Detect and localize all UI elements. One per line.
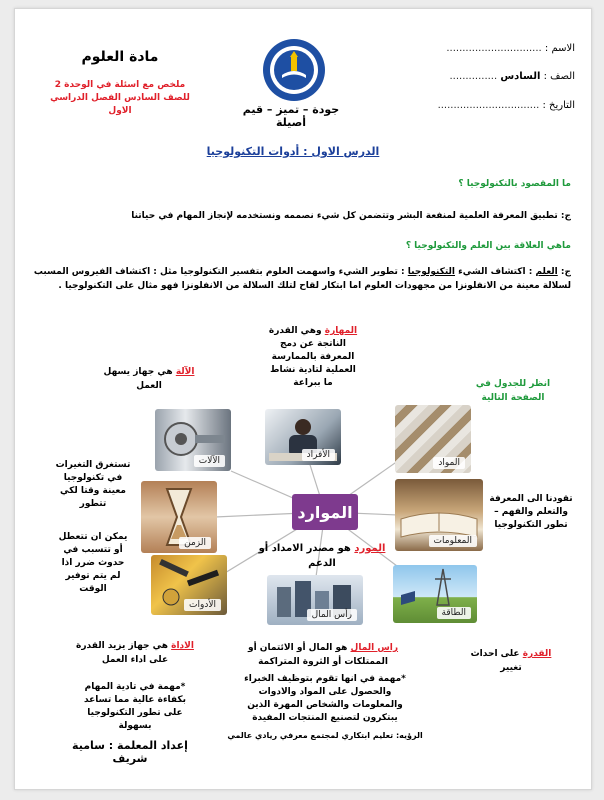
date-dots: ................................ [437,100,540,111]
name-dots: .............................. [446,43,542,54]
machines-label: الآلات [194,455,225,467]
tool-text: هي جهاز يزيد القدرة على اداء العمل [76,641,169,665]
summary-line-3: الاول [108,106,132,116]
tool-definition [75,639,195,667]
date-label: التاريخ : [542,100,575,111]
skill-definition [265,325,361,390]
capital-photo [267,575,363,625]
machines-photo [155,409,231,471]
skill-term: المهارة [324,326,358,336]
capital-definition [235,641,411,669]
tools-photo [151,555,227,615]
energy-label: الطاقة [437,607,472,619]
capital-label: رأس المال [307,609,357,621]
vision-statement: الرؤيه: تعليم ابتكاري لمجتمع معرفي ريادي عالمي [227,731,423,740]
people-photo [265,409,341,465]
materials-label: المواد [433,457,465,469]
resource-term: المورد [354,543,386,554]
class-dots: ............... [449,71,498,82]
capital-term: راس المال [350,643,399,653]
resource-definition [249,541,395,571]
lesson-title: الدرس الاول : أدوات التكنولوجيا [206,145,380,158]
time-definition: يمكن ان تتعطل أو تتسبب في حدوث ضرر اذا لم يتم توفير الوقت [58,532,128,594]
capital-text: هو المال أو الائتمان أو الممتلكات أو الثروة المتراكمة [247,643,388,667]
information-definition: تقودنا الى المعرفة والتعلم والفهم – تطور التكنولوجيا [489,494,573,530]
question-1: ما المقصود بالتكنولوجيا ؟ [458,179,571,189]
slogan: جودة – تميز – قيم أصيلة [242,103,340,129]
see-table-note: انظر للجدول في الصفحة التالية [475,379,551,403]
information-label: المعلومات [429,535,477,547]
machine-term: الآلة [175,367,195,377]
question-2: ماهي العلاقة بين العلم والتكنولوجيا ؟ [405,241,571,251]
information-photo [395,479,483,551]
time-photo [141,481,217,553]
power-term: القدرة [522,649,552,659]
time-label: الزمن [179,537,211,549]
prepared-by: إعداد المعلمة : سامية شريف [72,739,188,765]
answer-1: ج: تطبيق المعرفة العلمية لمنفعة البشر وتتضمن كل شيء نصممه ونستخدمه لإنجاز المهام في حياتنا [131,211,571,221]
subject-title: مادة العلوم [81,49,159,65]
capital-importance: *مهمة في انها تقوم بتوظيف الخبراء والحصول على المواد والادوات والمعلومات والشخاص المهرة الذين يبتكرون لتصنيع المنتجات المفيدة [244,674,406,723]
worksheet-page [14,8,592,790]
tools-label: الأدوات [184,599,221,611]
answer-2-prefix: ج: [560,267,571,277]
materials-photo [395,405,471,473]
technology-term: التكنولوجيا [407,267,456,277]
summary-line-2: للصف السادس الفصل الدراسي [50,93,190,103]
name-label: الاسم : [544,43,575,54]
machine-text: هي جهاز يسهل العمل [103,367,173,391]
machine-definition [101,365,197,393]
science-term: العلم [535,267,558,277]
summary-line-1: ملخص مع اسئلة في الوحدة 2 [54,80,186,90]
changes-note: تستغرق التغيرات في تكنولوجيا معينة وقتا لكي تتطور [55,460,131,509]
resource-text: هو مصدر الامداد أو الدعم [258,543,351,569]
energy-photo [393,565,477,623]
power-definition [461,647,561,675]
class-label: الصف : [543,71,575,82]
resources-center: الموارد [292,494,358,530]
class-value: السادس [500,71,541,82]
power-text: على احداث تغيير [470,649,522,673]
science-def: : اكتشاف الشيء [458,267,533,277]
tools-importance: *مهمة في تادية المهام بكفاءة عالية مما تساعد على تطور التكنولوجيا بسهولة [83,682,187,731]
skill-text: وهي القدرة الناتجة عن دمج المعرفة بالممارسة العملية لتادية نشاط ما ببراعة [268,326,356,388]
technology-def: : تطوير الشيء واسهمت العلوم بتفسير التكنولوجيا مثل : اكتشاف الفيروس المسبب لسلالة معينة من الانفلونزا من مجهودات العلوم اما ابتكار لقاح لتلك السلالة من الانفلونزا فهو مثال على التكنولوجيا . [33,267,571,291]
people-label: الأفراد [302,449,335,461]
tool-term: الاداة [171,641,194,651]
